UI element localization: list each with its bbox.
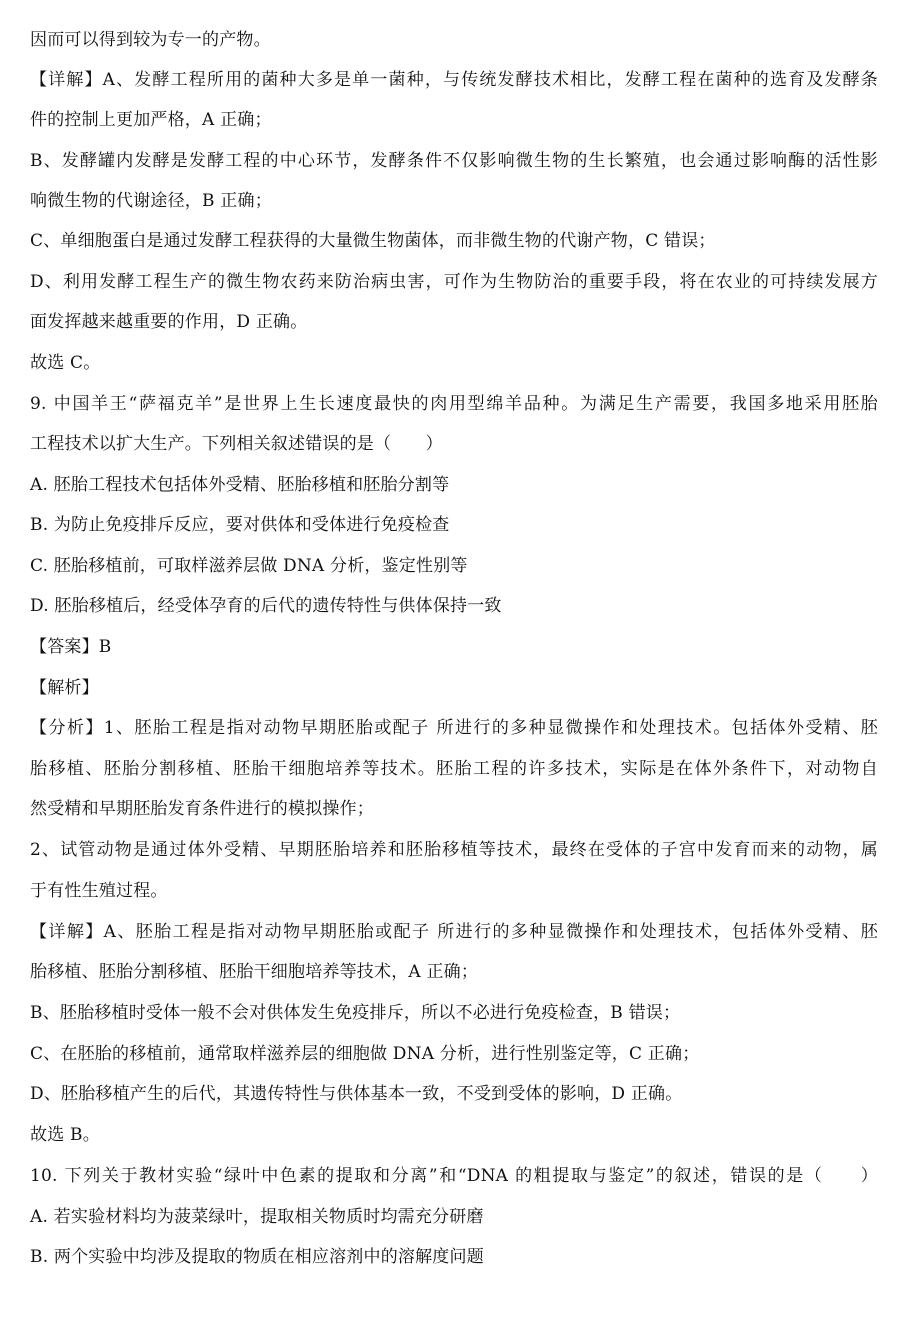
q9-analysis-1-line2: 胎移植、胚胎分割移植、胚胎干细胞培养等技术。胚胎工程的许多技术，实际是在体外条件下，对动物自 (30, 759, 878, 779)
q9-option-d: D. 胚胎移植后，经受体孕育的后代的遗传特性与供体保持一致 (30, 596, 502, 616)
q8-detail-a-line1: 【详解】A、发酵工程所用的菌种大多是单一菌种，与传统发酵技术相比，发酵工程在菌种的选育及发酵条 (30, 70, 878, 90)
q9-detail-a-line2: 胎移植、胚胎分割移植、胚胎干细胞培养等技术，A 正确； (30, 962, 479, 982)
q10-option-a: A. 若实验材料均为菠菜绿叶，提取相关物质时均需充分研磨 (30, 1207, 484, 1227)
intro-text: 因而可以得到较为专一的产物。 (30, 30, 271, 50)
q8-detail-d-line1: D、利用发酵工程生产的微生物农药来防治病虫害，可作为生物防治的重要手段，将在农业的可持续发展方 (30, 272, 878, 292)
q9-analysis-heading: 【解析】 (30, 678, 99, 698)
q9-detail-c: C、在胚胎的移植前，通常取样滋养层的细胞做 DNA 分析，进行性别鉴定等，C 正确； (30, 1044, 700, 1064)
q8-detail-a-line2: 件的控制上更加严格，A 正确； (30, 110, 272, 130)
q9-detail-a-line1: 【详解】A、胚胎工程是指对动物早期胚胎或配子 所进行的多种显微操作和处理技术，包括体外受精、胚 (30, 922, 878, 942)
q8-conclusion: 故选 C。 (30, 353, 101, 373)
q9-stem-line1: 9. 中国羊王“萨福克羊”是世界上生长速度最快的肉用型绵羊品种。为满足生产需要，我国多地采用胚胎 (30, 394, 878, 414)
q9-option-b: B. 为防止免疫排斥反应，要对供体和受体进行免疫检查 (30, 515, 450, 535)
q9-conclusion: 故选 B。 (30, 1125, 100, 1145)
q9-analysis-1-line3: 然受精和早期胚胎发育条件进行的模拟操作； (30, 799, 374, 819)
q9-option-a: A. 胚胎工程技术包括体外受精、胚胎移植和胚胎分割等 (30, 475, 450, 495)
q8-detail-c: C、单细胞蛋白是通过发酵工程获得的大量微生物菌体，而非微生物的代谢产物，C 错误； (30, 231, 716, 251)
q8-detail-d-line2: 面发挥越来越重要的作用，D 正确。 (30, 312, 308, 332)
q9-analysis-2-line1: 2、试管动物是通过体外受精、早期胚胎培养和胚胎移植等技术，最终在受体的子宫中发育而来的动物，属 (30, 840, 878, 860)
q9-answer: 【答案】B (30, 637, 112, 657)
q9-detail-d: D、胚胎移植产生的后代，其遗传特性与供体基本一致，不受到受体的影响，D 正确。 (30, 1084, 683, 1104)
q9-stem-line2: 工程技术以扩大生产。下列相关叙述错误的是（ ） (30, 434, 443, 454)
q10-option-b: B. 两个实验中均涉及提取的物质在相应溶剂中的溶解度问题 (30, 1247, 484, 1267)
q9-detail-b: B、胚胎移植时受体一般不会对供体发生免疫排斥，所以不必进行免疫检查，B 错误； (30, 1003, 681, 1023)
q8-detail-b-line2: 响微生物的代谢途径，B 正确； (30, 191, 272, 211)
q9-analysis-2-line2: 于有性生殖过程。 (30, 881, 168, 901)
q9-analysis-1-line1: 【分析】1、胚胎工程是指对动物早期胚胎或配子 所进行的多种显微操作和处理技术。包括体外受精、胚 (30, 718, 878, 738)
q9-option-c: C. 胚胎移植前，可取样滋养层做 DNA 分析，鉴定性别等 (30, 556, 468, 576)
q10-stem: 10. 下列关于教材实验“绿叶中色素的提取和分离”和“DNA 的粗提取与鉴定”的叙述，错误的是（ ） (30, 1166, 878, 1186)
q8-detail-b-line1: B、发酵罐内发酵是发酵工程的中心环节，发酵条件不仅影响微生物的生长繁殖，也会通过影响酶的活性影 (30, 151, 878, 171)
